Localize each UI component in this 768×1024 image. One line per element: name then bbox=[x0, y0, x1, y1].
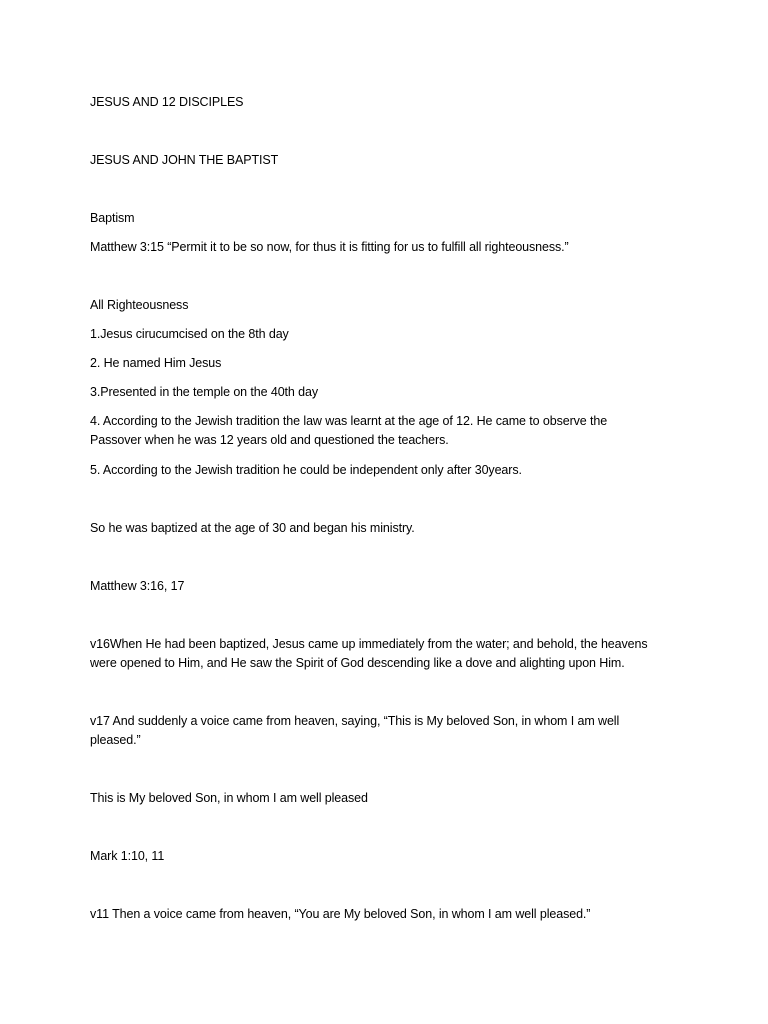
section-baptism: Baptism bbox=[90, 211, 135, 225]
point-5: 5. According to the Jewish tradition he could be independent only after 30years. bbox=[90, 463, 522, 477]
reference-matthew-3-16-17: Matthew 3:16, 17 bbox=[90, 579, 185, 593]
reference-mark-1-10-11: Mark 1:10, 11 bbox=[90, 849, 165, 863]
heading-jesus-and-john-the-baptist: JESUS AND JOHN THE BAPTIST bbox=[90, 153, 279, 167]
quote-beloved-son: This is My beloved Son, in whom I am well pleased bbox=[90, 791, 368, 805]
verse-11: v11 Then a voice came from heaven, “You are My beloved Son, in whom I am well pleased.” bbox=[90, 907, 591, 921]
verse-matthew-3-15: Matthew 3:15 “Permit it to be so now, for thus it is fitting for us to fulfill all righteousness.” bbox=[90, 240, 569, 254]
verse-17-line-1: v17 And suddenly a voice came from heaven, saying, “This is My beloved Son, in whom I am well bbox=[90, 714, 620, 728]
verse-17-line-2: pleased.” bbox=[90, 733, 141, 747]
conclusion-text: So he was baptized at the age of 30 and began his ministry. bbox=[90, 521, 415, 535]
heading-jesus-and-12-disciples: JESUS AND 12 DISCIPLES bbox=[90, 95, 244, 109]
point-1: 1.Jesus cirucumcised on the 8th day bbox=[90, 327, 289, 341]
point-2: 2. He named Him Jesus bbox=[90, 356, 222, 370]
verse-16-line-1: v16When He had been baptized, Jesus came up immediately from the water; and behold, the heavens bbox=[90, 637, 648, 651]
verse-16-line-2: were opened to Him, and He saw the Spirit of God descending like a dove and alighting upon Him. bbox=[90, 656, 625, 670]
point-4-line-1: 4. According to the Jewish tradition the law was learnt at the age of 12. He came to observe the bbox=[90, 414, 608, 428]
point-4-line-2: Passover when he was 12 years old and questioned the teachers. bbox=[90, 433, 449, 447]
section-all-righteousness: All Righteousness bbox=[90, 298, 189, 312]
point-3: 3.Presented in the temple on the 40th day bbox=[90, 385, 319, 399]
